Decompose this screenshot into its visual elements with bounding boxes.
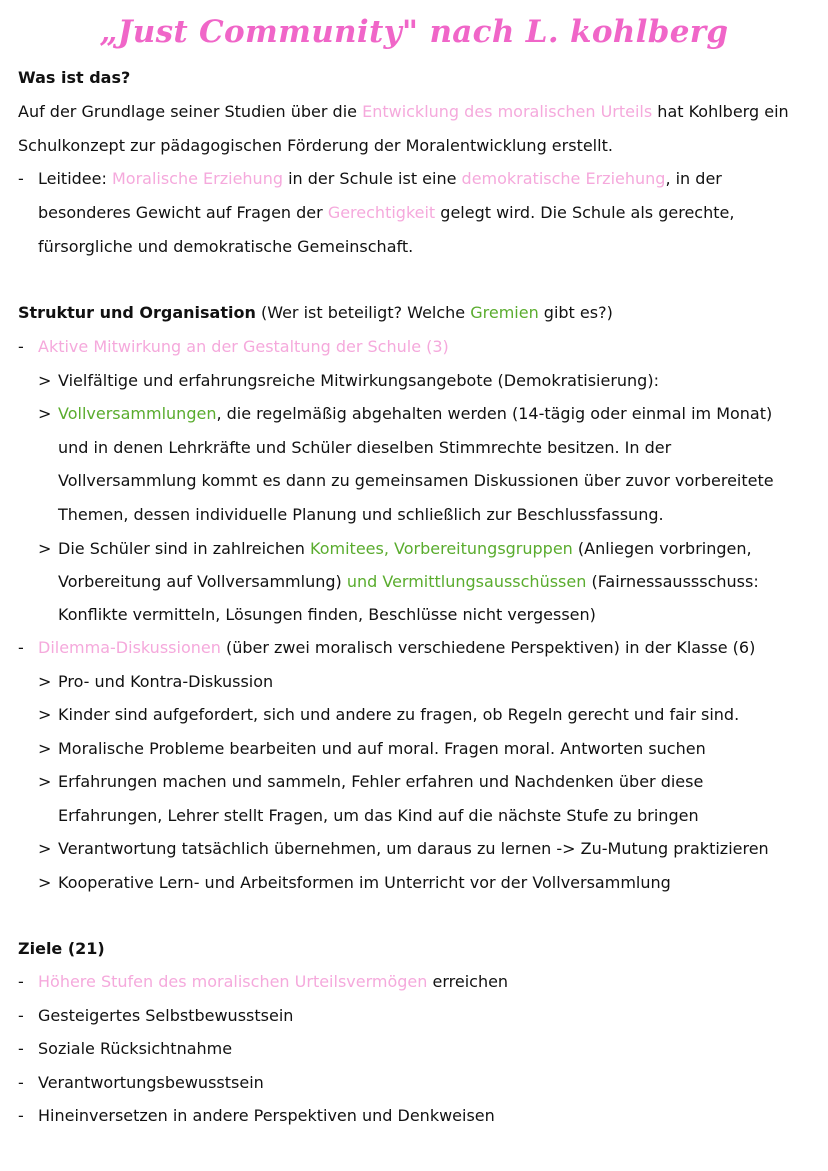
bullet-continuation: fürsorgliche und demokratische Gemeinschaft.: [38, 237, 414, 256]
dash-bullet: -: [18, 1073, 24, 1092]
sub-bullet: > Die Schüler sind in zahlreichen Komitees, Vorbereitungsgruppen (Anliegen vorbringen,: [38, 539, 752, 558]
dash-bullet: -: [18, 169, 24, 188]
bullet-continuation: besonderes Gewicht auf Fragen der Gerechtigkeit gelegt wird. Die Schule als gerechte,: [38, 203, 735, 222]
bullet-line: [18, 336, 449, 358]
dash-bullet: -: [18, 1039, 24, 1058]
arrow-bullet: >: [38, 371, 52, 390]
sub-bullet: > Moralische Probleme bearbeiten und auf moral. Fragen moral. Antworten suchen: [38, 739, 706, 758]
sub-bullet: > Kooperative Lern- und Arbeitsformen im Unterricht vor der Vollversammlung: [38, 873, 671, 892]
page-title: „Just Community" nach L. kohlberg: [99, 14, 729, 50]
arrow-bullet: >: [38, 705, 52, 724]
bullet-line: - Verantwortungsbewusstsein: [18, 1073, 264, 1092]
highlight-pink: Moralische Erziehung: [111, 169, 283, 188]
arrow-bullet: >: [38, 772, 52, 791]
sub-bullet-continuation: Erfahrungen, Lehrer stellt Fragen, um das Kind auf die nächste Stufe zu bringen: [58, 806, 699, 825]
sub-bullet-continuation: Themen, dessen individuelle Planung und schließlich zur Beschlussfassung.: [58, 505, 664, 524]
dash-bullet: -: [18, 638, 24, 657]
dash-bullet: -: [18, 972, 24, 991]
arrow-bullet: >: [38, 873, 52, 892]
section-heading-was-ist-das: Was ist das?: [18, 68, 131, 87]
bullet-line: - Dilemma-Diskussionen (über zwei moralisch verschiedene Perspektiven) in der Klasse (6): [18, 638, 756, 657]
highlight-pink: Dilemma-Diskussionen: [38, 638, 221, 657]
text-line: Auf der Grundlage seiner Studien über die Entwicklung des moralischen Urteils hat Kohlberg ein: [18, 102, 789, 121]
section-heading-ziele: Ziele (21): [18, 939, 105, 958]
sub-bullet-continuation: Konflikte vermitteln, Lösungen finden, Beschlüsse nicht vergessen): [58, 605, 596, 624]
dash-bullet: -: [18, 1006, 24, 1025]
sub-bullet: > Pro- und Kontra-Diskussion: [38, 672, 274, 691]
sub-bullet: > Kinder sind aufgefordert, sich und andere zu fragen, ob Regeln gerecht und fair sind.: [38, 705, 740, 724]
arrow-bullet: >: [38, 404, 52, 423]
highlight-pink: demokratische Erziehung: [461, 169, 666, 188]
arrow-bullet: >: [38, 839, 52, 858]
arrow-bullet: >: [38, 739, 52, 758]
highlight-green: Gremien: [470, 303, 539, 322]
dash-bullet: -: [18, 1106, 24, 1125]
bullet-line: - Hineinversetzen in andere Perspektiven und Denkweisen: [18, 1106, 495, 1125]
sub-bullet-continuation: Vollversammlung kommt es dann zu gemeinsamen Diskussionen über zuvor vorbereitete: [58, 471, 774, 490]
section-heading-struktur: Struktur und Organisation (Wer ist beteiligt? Welche Gremien gibt es?): [18, 303, 613, 322]
bullet-line: - Soziale Rücksichtnahme: [18, 1039, 233, 1058]
arrow-bullet: >: [38, 672, 52, 691]
bullet-line: - Leitidee: Moralische Erziehung in der Schule ist eine demokratische Erziehung, in der: [18, 169, 722, 188]
highlight-pink: Aktive Mitwirkung an der Gestaltung der Schule (3): [38, 337, 449, 356]
sub-bullet: > Erfahrungen machen und sammeln, Fehler erfahren und Nachdenken über diese: [38, 772, 704, 791]
text-line: Schulkonzept zur pädagogischen Förderung der Moralentwicklung erstellt.: [18, 136, 613, 155]
highlight-green: Vollversammlungen: [58, 404, 217, 423]
dash-bullet: -: [18, 337, 24, 356]
sub-bullet: > Verantwortung tatsächlich übernehmen, um daraus zu lernen -> Zu-Mutung praktizieren: [38, 839, 769, 858]
highlight-pink: Entwicklung des moralischen Urteils: [362, 102, 653, 121]
sub-bullet: > Vielfältige und erfahrungsreiche Mitwirkungsangebote (Demokratisierung):: [38, 371, 659, 390]
bullet-line: - Höhere Stufen des moralischen Urteilsvermögen erreichen: [18, 972, 509, 991]
highlight-green: und Vermittlungsausschüssen: [346, 572, 587, 591]
highlight-green: Komitees, Vorbereitungsgruppen: [310, 539, 573, 558]
bullet-line: - Gesteigertes Selbstbewusstsein: [18, 1006, 294, 1025]
sub-bullet: > Vollversammlungen, die regelmäßig abgehalten werden (14-tägig oder einmal im Monat): [38, 404, 773, 423]
arrow-bullet: >: [38, 539, 52, 558]
sub-bullet-continuation: und in denen Lehrkräfte und Schüler dieselben Stimmrechte besitzen. In der: [58, 438, 672, 457]
highlight-pink: Gerechtigkeit: [327, 203, 436, 222]
highlight-pink: Höhere Stufen des moralischen Urteilsvermögen: [38, 972, 428, 991]
sub-bullet-continuation: Vorbereitung auf Vollversammlung) und Vermittlungsausschüssen (Fairnessaussschuss:: [58, 572, 759, 591]
